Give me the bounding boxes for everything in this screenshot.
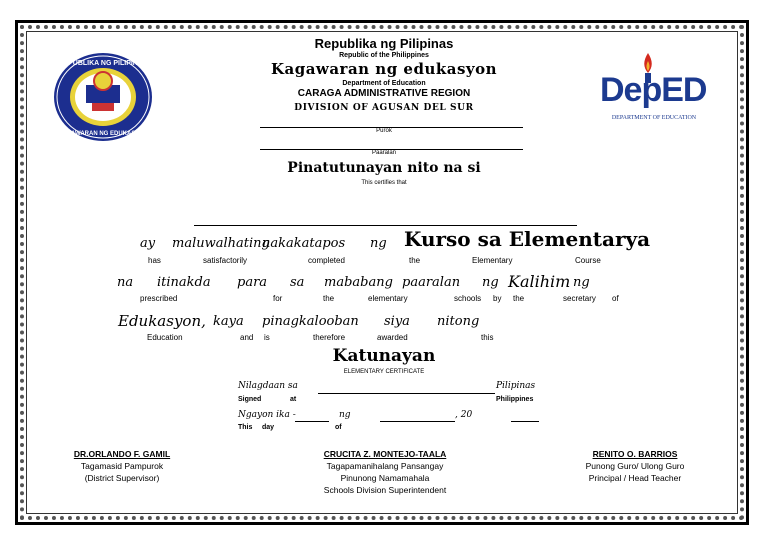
signatory-title-en: (District Supervisor) — [84, 473, 160, 483]
body-word: ng — [482, 275, 499, 290]
body-word-en: elementary — [368, 294, 408, 303]
body-word: ng — [573, 275, 590, 290]
signatory-title-fil: Tagapamanihalang Pansangay — [326, 461, 444, 471]
body-word: nitong — [437, 314, 480, 329]
of-label: of — [335, 424, 342, 431]
certifies-heading-en: This certifies that — [361, 180, 407, 186]
at-label: at — [290, 396, 297, 403]
body-word-en: completed — [308, 256, 345, 265]
body-word: maluwalhating — [172, 236, 270, 251]
district-label: Purok — [376, 128, 392, 134]
year-line — [511, 421, 539, 422]
award-subtitle: ELEMENTARY CERTIFICATE — [343, 369, 425, 375]
this-label: This — [238, 424, 253, 431]
certifies-heading: Pinatutunayan nito na si — [287, 160, 481, 176]
country-title-en: Republic of the Philippines — [339, 52, 429, 59]
signatory-title-en: Pinunong Namamahala — [340, 473, 430, 483]
signatory-name: DR.ORLANDO F. GAMIL — [73, 449, 171, 459]
body-word-en: Education — [147, 333, 183, 342]
body-word-en: Course — [575, 256, 601, 265]
body-word-en: and — [240, 333, 254, 342]
day-line — [295, 421, 329, 422]
body-word-en: satisfactorily — [203, 256, 248, 265]
seal-text-bottom: KAGAWARAN NG EDUKASYON — [57, 131, 149, 137]
body-word-en: the — [513, 294, 525, 303]
body-word-en: for — [273, 294, 283, 303]
body-word: siya — [384, 314, 410, 329]
body-word-en: Elementary — [472, 256, 513, 265]
body-word: Kalihim — [508, 272, 571, 291]
body-word-en: schools — [454, 294, 482, 303]
body-word: nakakatapos — [262, 236, 346, 251]
signatory-superintendent — [300, 448, 470, 496]
signatory-principal — [560, 448, 710, 484]
body-word-en: awarded — [377, 333, 408, 342]
signatory-district-supervisor — [52, 448, 192, 484]
body-word: para — [237, 275, 268, 290]
body-word: mababang — [324, 275, 393, 290]
division-title: DIVISION OF AGUSAN DEL SUR — [294, 103, 474, 113]
body-word-en: of — [612, 294, 619, 303]
seal-text-top: REPUBLIKA NG PILIPINAS — [58, 60, 148, 67]
department-title: Kagawaran ng edukasyon — [270, 60, 498, 78]
body-word: pinagkalooban — [262, 314, 359, 329]
body-word: paaralan — [402, 275, 461, 290]
country-title: Republika ng Pilipinas — [314, 36, 454, 51]
day-label: day — [262, 424, 275, 431]
body-word-en: the — [409, 256, 421, 265]
body-word: itinakda — [157, 275, 211, 290]
body-word: Edukasyon, — [118, 312, 206, 330]
signatory-title-en: Principal / Head Teacher — [588, 473, 682, 483]
body-word-en: is — [264, 333, 270, 342]
recipient-name-line — [194, 225, 577, 226]
year-prefix-label: , 20 — [455, 410, 473, 420]
department-title-en: Department of Education — [342, 80, 426, 87]
philippines-label: Philippines — [496, 396, 534, 403]
body-word-en: this — [481, 333, 494, 342]
signatory-title-fil: Punong Guro/ Ulong Guro — [585, 461, 685, 471]
signed-label: Signed — [238, 396, 262, 403]
school-label: Paaralan — [371, 150, 397, 156]
deped-logo-caption: DEPARTMENT OF EDUCATION — [611, 115, 697, 121]
body-word: ng — [370, 236, 387, 251]
month-line — [380, 421, 455, 422]
signatory-name: CRUCITA Z. MONTEJO-TAALA — [323, 449, 447, 459]
body-word-en: prescribed — [140, 294, 178, 303]
body-word-en: the — [323, 294, 335, 303]
signatory-title-fil: Tagamasid Pampurok — [80, 461, 164, 471]
signatory-extra: Schools Division Superintendent — [323, 485, 447, 495]
body-word: na — [117, 275, 134, 290]
body-word: ay — [140, 236, 156, 251]
signed-at-label: Nilagdaan sa — [238, 381, 298, 391]
region-title: CARAGA ADMINISTRATIVE REGION — [297, 88, 471, 99]
deped-logo-text: DepED — [600, 71, 707, 109]
course-title: Kurso sa Elementarya — [404, 227, 651, 251]
day-label-fil: Ngayon ika - — [238, 410, 296, 420]
pilipinas-label: Pilipinas — [496, 381, 536, 391]
signed-at-line — [318, 393, 495, 394]
award-title: Katunayan — [332, 346, 436, 366]
body-word-en: by — [493, 294, 502, 303]
ng-label: ng — [339, 410, 351, 420]
body-word-en: has — [148, 256, 161, 265]
body-word-en: secretary — [563, 294, 596, 303]
body-word: kaya — [213, 314, 244, 329]
body-word: sa — [290, 275, 305, 290]
body-word-en: therefore — [313, 333, 346, 342]
signatory-name: RENITO O. BARRIOS — [592, 449, 678, 459]
